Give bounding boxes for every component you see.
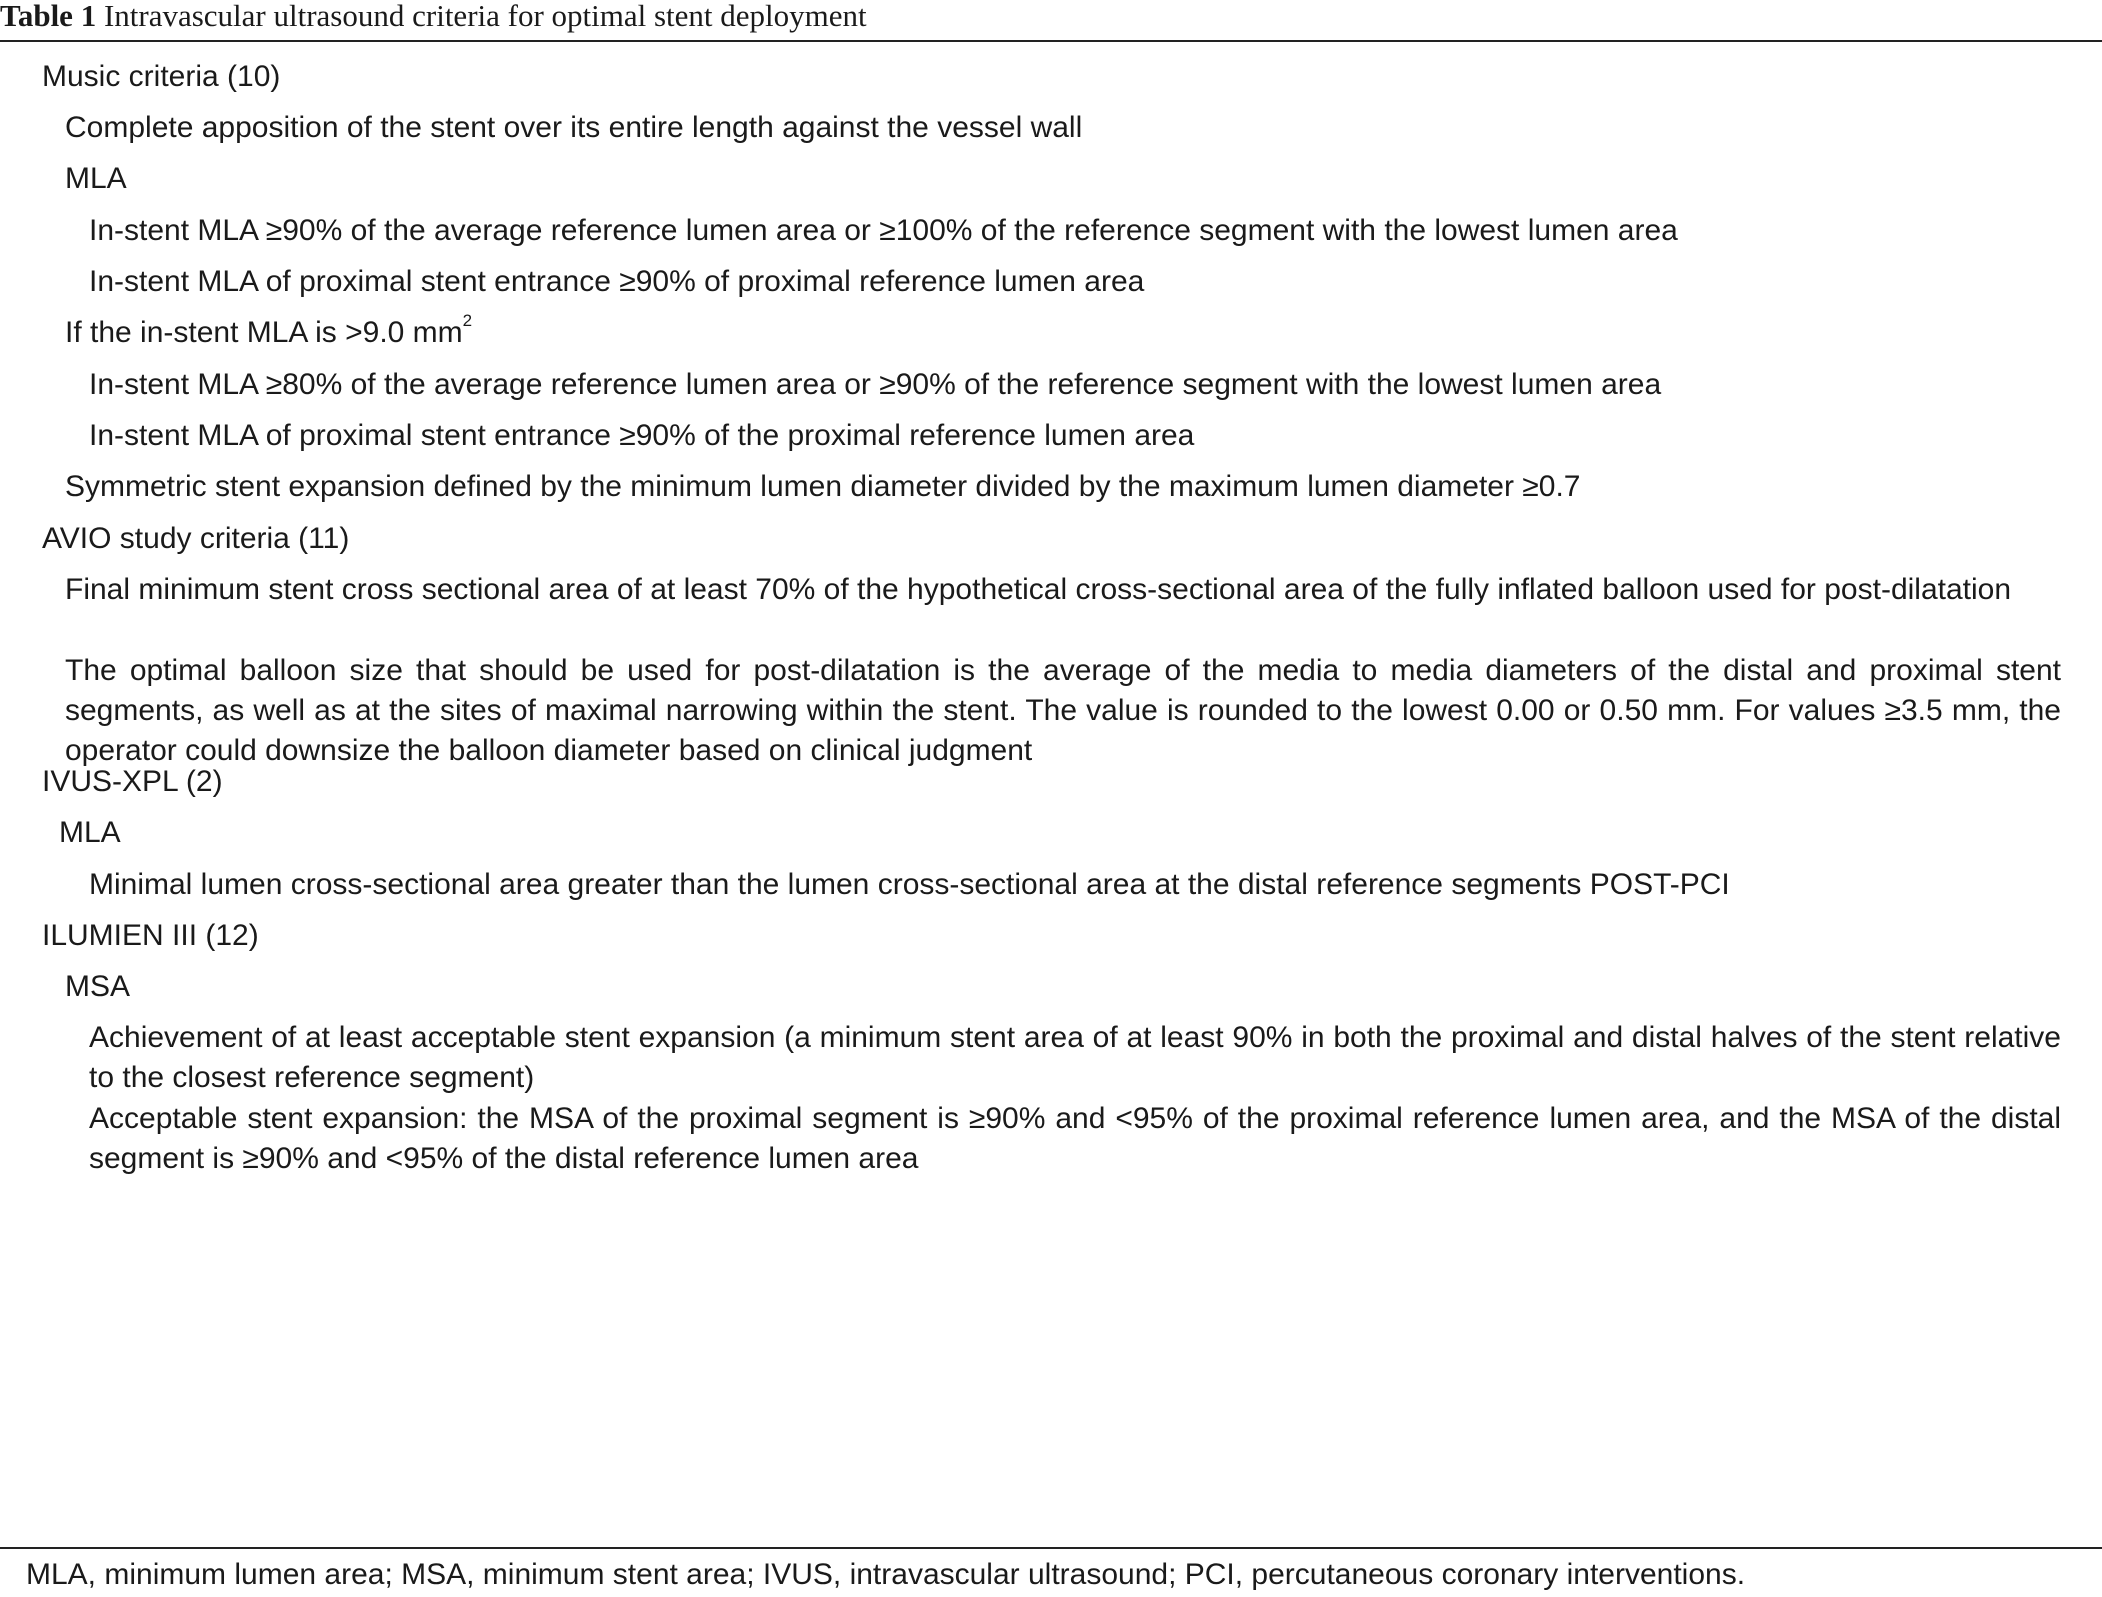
criterion-ivus-mla: Minimal lumen cross-sectional area greater than the lumen cross-sectional area at the distal reference segments POST-PCI (89, 868, 1730, 901)
section-header-ilumien: ILUMIEN III (12) (42, 919, 259, 952)
table-caption (0, 0, 867, 40)
criterion-mla-average: In-stent MLA ≥90% of the average reference lumen area or ≥100% of the reference segment with the lowest lumen area (89, 214, 1678, 247)
large-mla-text: If the in-stent MLA is >9.0 mm (65, 316, 463, 349)
criterion-apposition: Complete apposition of the stent over its entire length against the vessel wall (65, 111, 1083, 144)
criterion-msa-acceptable: Acceptable stent expansion: the MSA of the proximal segment is ≥90% and <95% of the proximal reference lumen area, and the MSA of the distal segment is ≥90% and <95% of the distal reference lumen area (89, 1102, 2061, 1175)
criterion-msa-expansion: Achievement of at least acceptable stent expansion (a minimum stent area of at least 90% in both the proximal and distal halves of the stent relative to the closest reference segment) (89, 1021, 2061, 1094)
criterion-large-mla-proximal: In-stent MLA of proximal stent entrance ≥90% of the proximal reference lumen area (89, 419, 1195, 452)
criterion-large-mla-average: In-stent MLA ≥80% of the average reference lumen area or ≥90% of the reference segment with the lowest lumen area (89, 368, 1662, 401)
criterion-mla-proximal: In-stent MLA of proximal stent entrance ≥90% of proximal reference lumen area (89, 265, 1145, 298)
subheader-large-mla (65, 313, 472, 353)
table-footnote: MLA, minimum lumen area; MSA, minimum stent area; IVUS, intravascular ultrasound; PCI, percutaneous coronary interventions. (26, 1558, 1746, 1591)
subheader-mla: MLA (65, 162, 127, 195)
section-header-music: Music criteria (10) (42, 60, 281, 93)
section-header-avio: AVIO study criteria (11) (42, 522, 350, 555)
criterion-symmetric-expansion: Symmetric stent expansion defined by the minimum lumen diameter divided by the maximum lumen diameter ≥0.7 (65, 470, 1581, 503)
criterion-avio-area: Final minimum stent cross sectional area of at least 70% of the hypothetical cross-sectional area of the fully inflated balloon used for post-dilatation (65, 573, 2012, 606)
subheader-ivus-mla: MLA (59, 816, 121, 849)
table-label: Table 1 (0, 0, 97, 33)
bottom-rule (0, 1547, 2102, 1549)
section-header-ivus-xpl: IVUS-XPL (2) (42, 765, 223, 798)
table-title: Intravascular ultrasound criteria for optimal stent deployment (103, 0, 867, 33)
subheader-msa: MSA (65, 970, 131, 1003)
top-rule (0, 40, 2102, 42)
criterion-avio-balloon: The optimal balloon size that should be used for post-dilatation is the average of the media to media diameters of the distal and proximal stent segments, as well as at the sites of maximal narrowing within the stent. The value is rounded to the lowest 0.00 or 0.50 mm. For values ≥3.5 mm, the operator could downsize the balloon diameter based on clinical judgment (65, 654, 2061, 767)
squared-superscript: 2 (462, 311, 473, 330)
